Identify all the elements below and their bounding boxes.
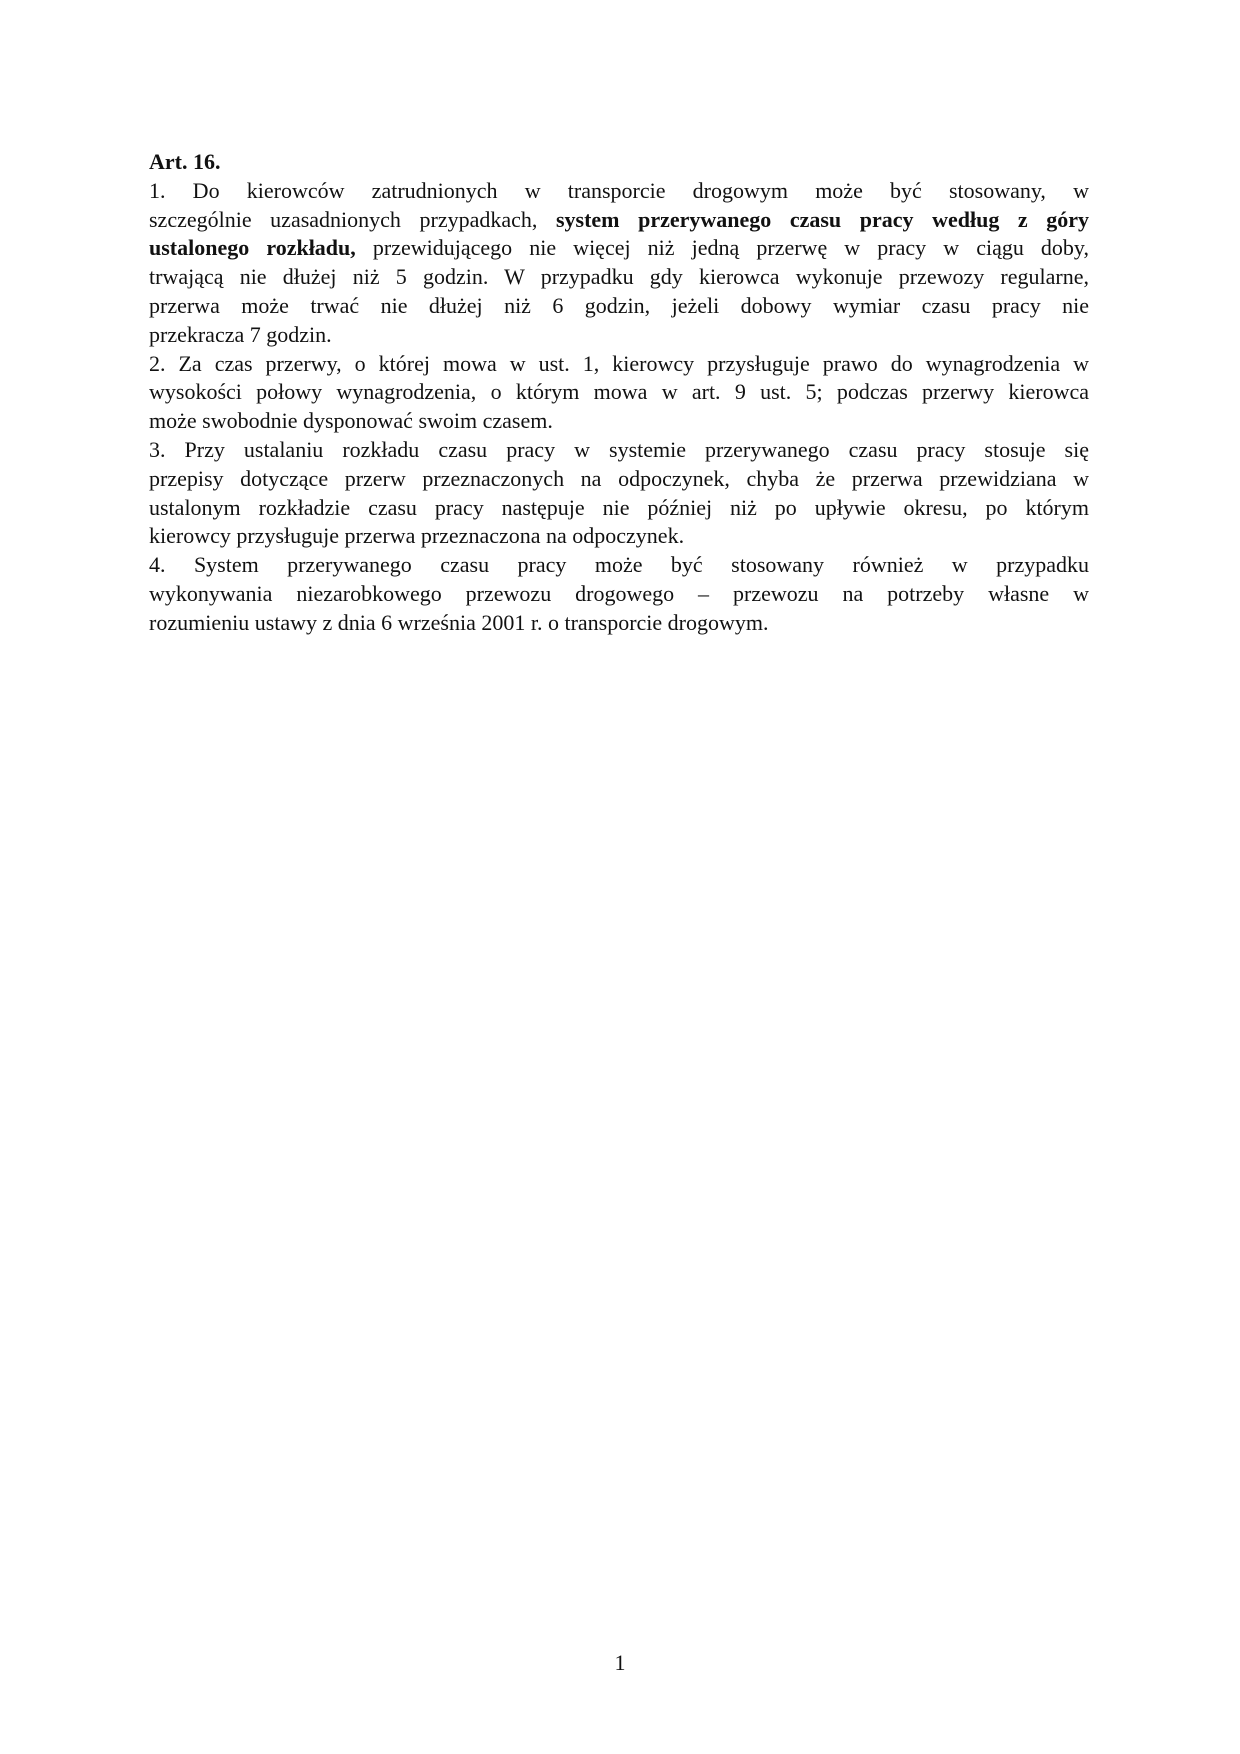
paragraph-2-line: 2. Za czas przerwy, o której mowa w ust. 1, kierowcy przysługuje prawo do wynagrodzenia w	[149, 350, 1089, 376]
heading-text: Art. 16.	[149, 149, 221, 174]
article-heading	[149, 148, 1089, 177]
paragraph-3-line: przepisy dotyczące przerw przeznaczonych na odpoczynek, chyba że przerwa przewidziana w	[149, 465, 1089, 491]
paragraph-4-line: rozumieniu ustawy z dnia 6 września 2001 r. o transporcie drogowym.	[149, 609, 769, 635]
paragraph-3-line: ustalonym rozkładzie czasu pracy następuje nie później niż po upływie okresu, po którym	[149, 494, 1089, 520]
paragraph-3-line: 3. Przy ustalaniu rozkładu czasu pracy w systemie przerywanego czasu pracy stosuje się	[149, 436, 1089, 462]
paragraph-1-line: 1. Do kierowców zatrudnionych w transporcie drogowym może być stosowany, w	[149, 177, 1089, 203]
paragraph-1-line	[149, 206, 1089, 235]
paragraph-1-line: przekracza 7 godzin.	[149, 321, 332, 347]
paragraph-4-line: wykonywania niezarobkowego przewozu drogowego – przewozu na potrzeby własne w	[149, 580, 1089, 606]
paragraph-1-line: przerwa może trwać nie dłużej niż 6 godzin, jeżeli dobowy wymiar czasu pracy nie	[149, 292, 1089, 318]
paragraph-3-line: kierowcy przysługuje przerwa przeznaczona na odpoczynek.	[149, 523, 685, 549]
paragraph-2-line: wysokości połowy wynagrodzenia, o którym mowa w art. 9 ust. 5; podczas przerwy kierowca	[149, 379, 1089, 405]
document-page	[149, 148, 1089, 638]
bold-text-span: ustalonego rozkładu,	[149, 235, 356, 261]
text-span: szczególnie uzasadnionych przypadkach,	[149, 206, 556, 232]
paragraph-1-line: trwającą nie dłużej niż 5 godzin. W przypadku gdy kierowca wykonuje przewozy regularne,	[149, 264, 1089, 290]
bold-text-span: system przerywanego czasu pracy według z góry	[555, 206, 1089, 232]
paragraph-2-line: może swobodnie dysponować swoim czasem.	[149, 408, 553, 434]
paragraph-4-line: 4. System przerywanego czasu pracy może być stosowany również w przypadku	[149, 552, 1089, 578]
text-span: przewidującego nie więcej niż jedną przerwę w pracy w ciągu doby,	[355, 235, 1089, 261]
paragraph-1-line	[149, 234, 1089, 263]
page-number: 1	[614, 1650, 626, 1675]
